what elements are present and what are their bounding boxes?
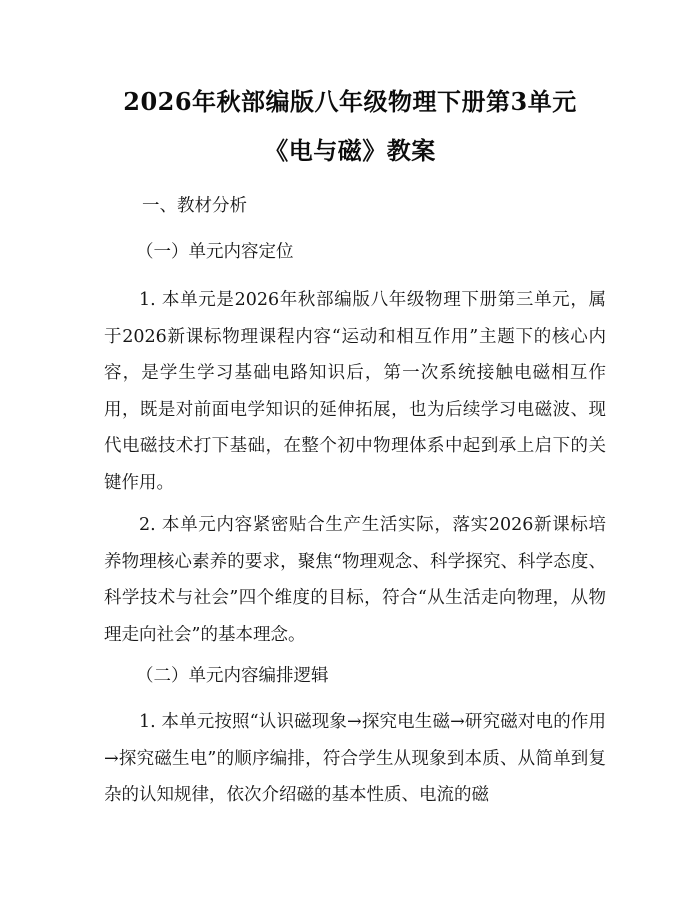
subsection-heading-unit-positioning: （一）单元内容定位 [136, 242, 294, 262]
section-heading-teaching-material-analysis: 一、教材分析 [142, 196, 247, 216]
subsection-heading-unit-arrangement-logic: （二）单元内容编排逻辑 [136, 666, 329, 686]
paragraph-unit-positioning-1: 1. 本单元是2026年秋部编版八年级物理下册第三单元，属于2026新课标物理课程内容“运动和相互作用”主题下的核心内容，是学生学习基础电路知识后，第一次系统接触电磁相互作用，既是对前面电学知识的延伸拓展，也为后续学习电磁波、现代电磁技术打下基础，在整个初中物理体系中起到承上启下的关键作用。 [104, 290, 606, 493]
paragraph-unit-positioning-2: 2. 本单元内容紧密贴合生产生活实际，落实2026新课标培养物理核心素养的要求，聚焦“物理观念、科学探究、科学态度、科学技术与社会”四个维度的目标，符合“从生活走向物理，从物理走向社会”的基本理念。 [104, 515, 606, 645]
document-title-line-2: 《电与磁》教案 [264, 136, 436, 165]
document-title-line-1: 2026年秋部编版八年级物理下册第3单元 [123, 87, 577, 116]
paragraph-unit-arrangement-1: 1. 本单元按照“认识磁现象→探究电生磁→研究磁对电的作用→探究磁生电”的顺序编排，符合学生从现象到本质、从简单到复杂的认知规律，依次介绍磁的基本性质、电流的磁 [104, 712, 606, 806]
